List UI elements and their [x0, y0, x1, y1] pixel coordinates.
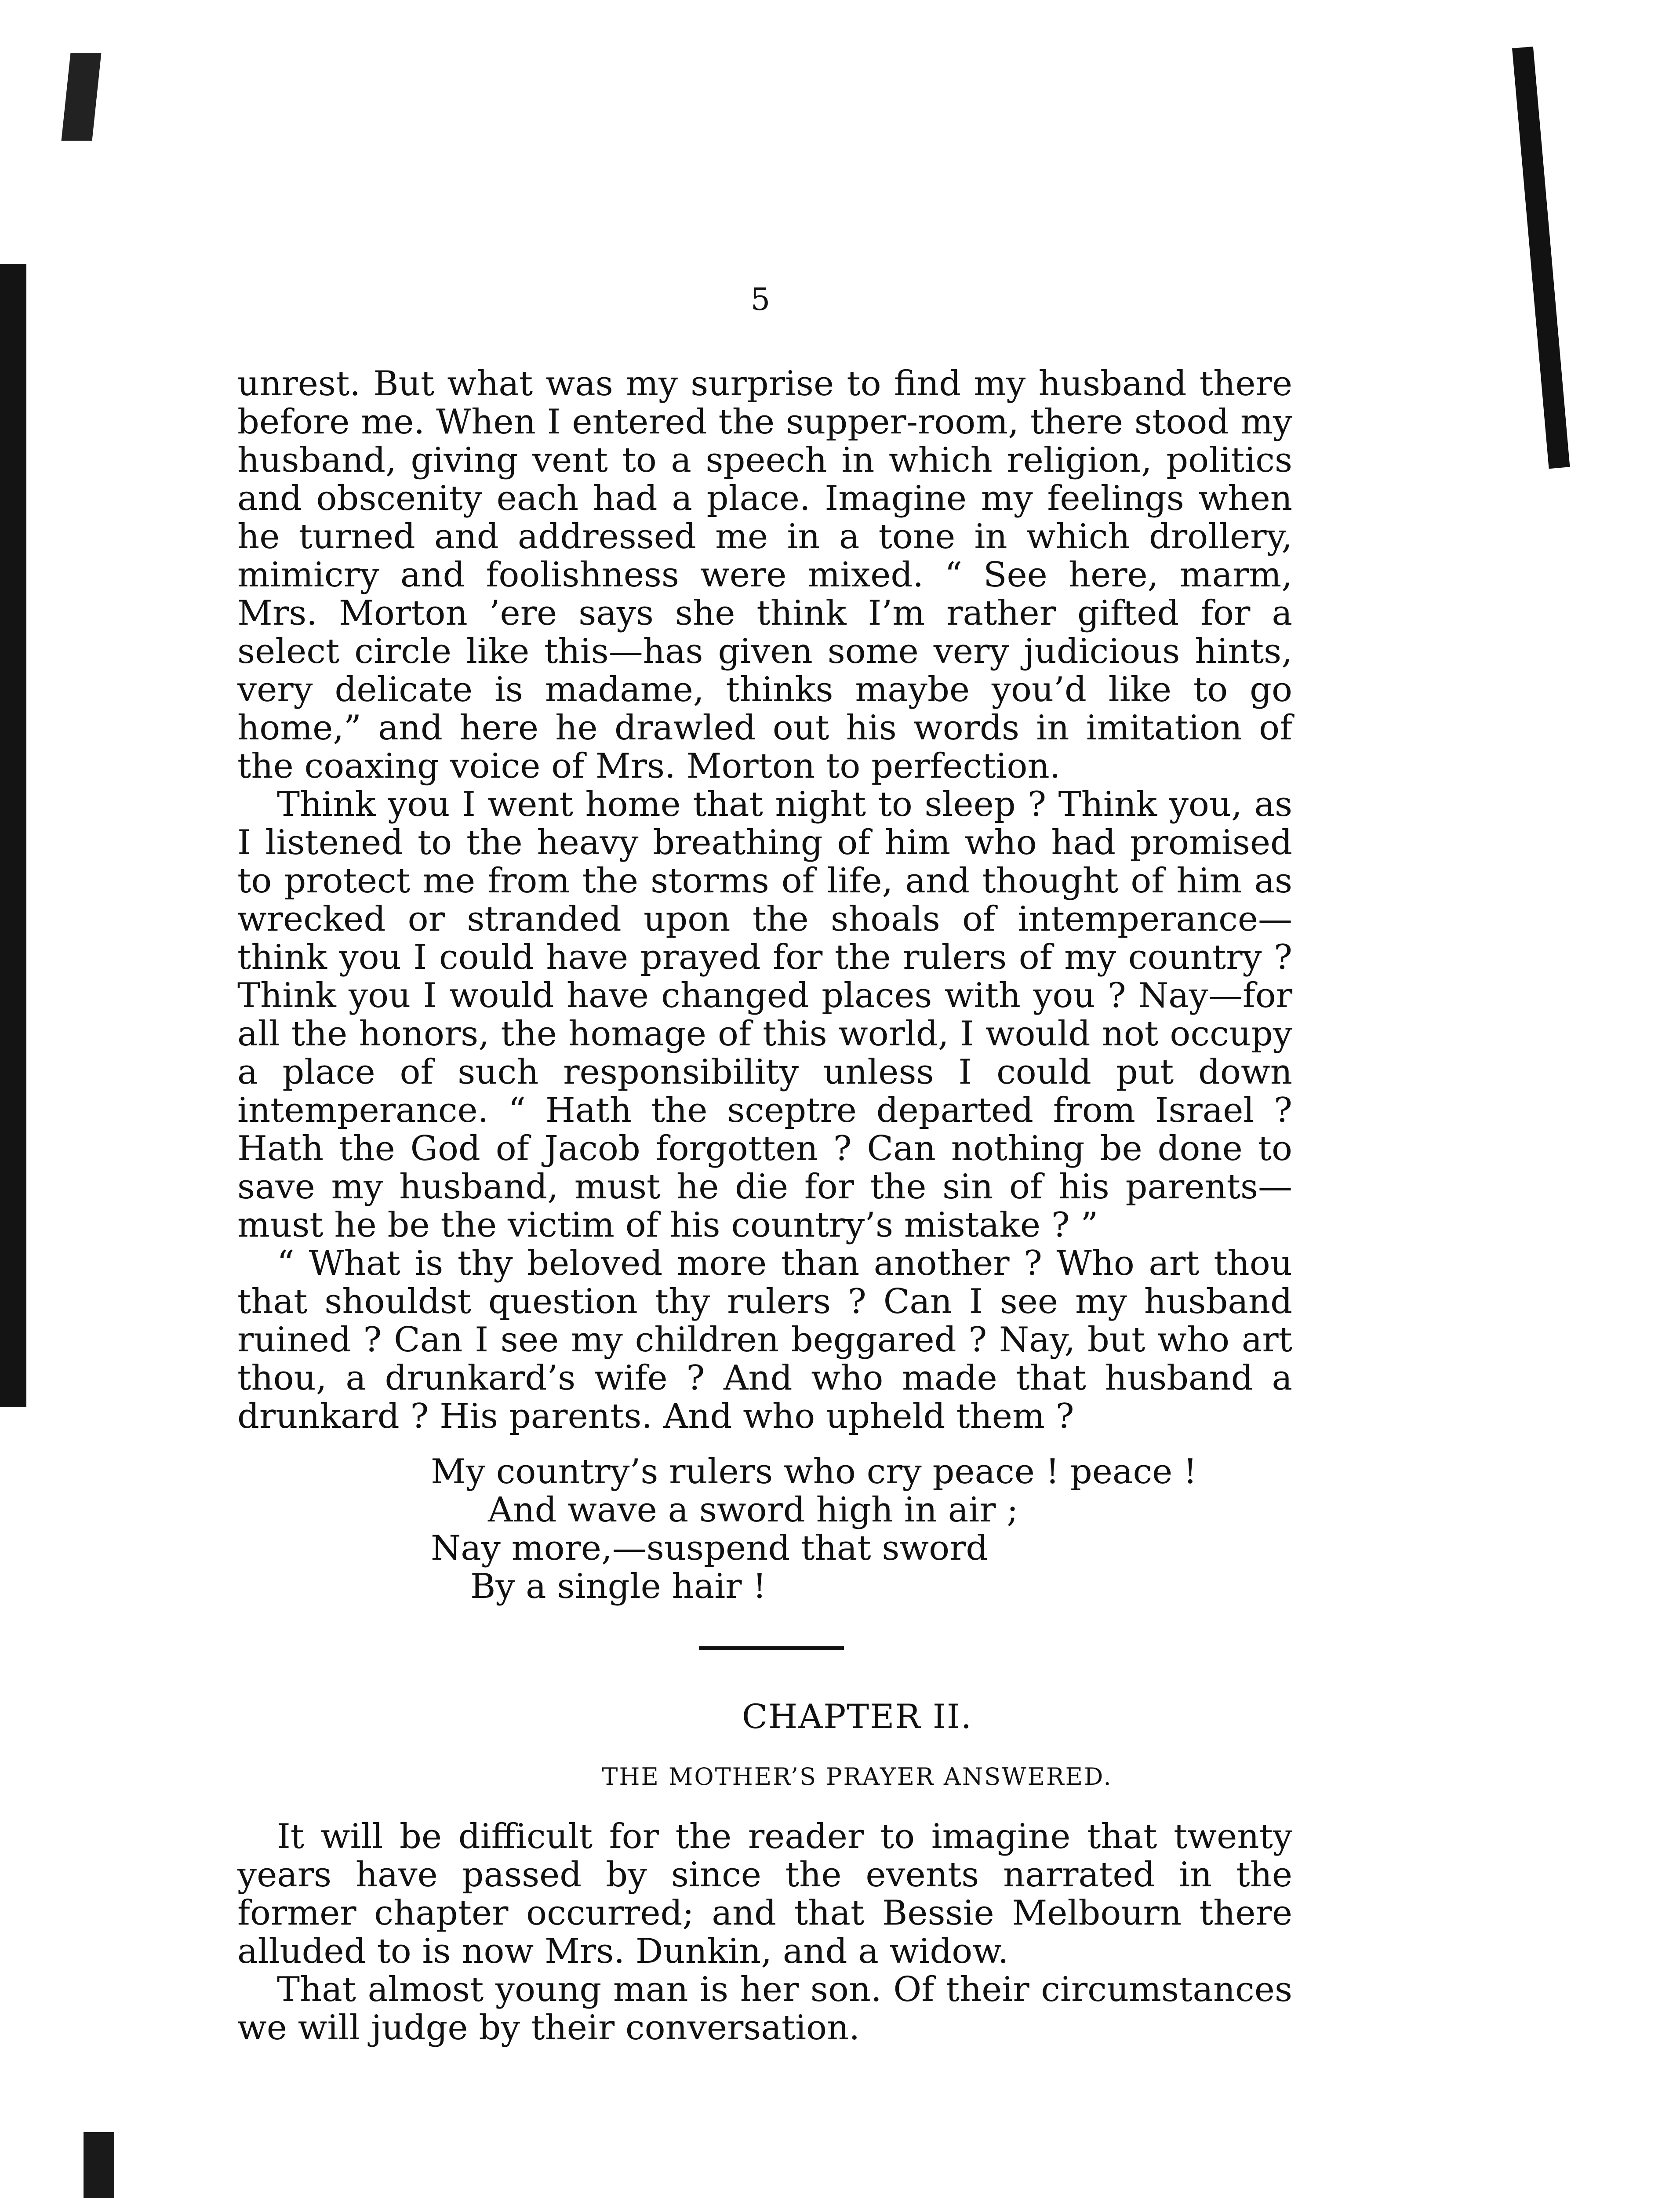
verse-line-2: And wave a sword high in air ; — [488, 1490, 1018, 1530]
verse-line-4: By a single hair ! — [470, 1567, 767, 1606]
scan-edge-shadow-left — [0, 264, 26, 1407]
paragraph-beloved: “ What is thy beloved more than another ? Who art thou that shouldst question thy rulers ? Can I see my husband ruined ? Can I see my children beggared ? Nay, but who art thou, a drunkard’s wife ? And who made that husband a drunkard ? His parents. And who upheld them ? — [237, 1244, 1292, 1436]
section-divider — [699, 1646, 844, 1650]
paragraph-unrest: unrest. But what was my surprise to find my husband there before me. When I entered the supper-room, there stood my husband, giving vent to a speech in which religion, politics and obscenity each had a place. Imagine my feelings when he turned and addressed me in a tone in which drollery, mimicry and foolishness were mixed. “ See here, marm, Mrs. Morton ’ere says she think I’m rather gifted for a select circle like this—has given some very judicious hints, very delicate is madame, thinks maybe you’d like to go home,” and here he drawled out his words in imitation of the coaxing voice of Mrs. Morton to perfection. — [237, 364, 1292, 786]
body-text-top — [237, 365, 1292, 1436]
verse-line-1: My country’s rulers who cry peace ! peace ! — [431, 1452, 1197, 1492]
paragraph-young-man: That almost young man is her son. Of their circumstances we will judge by their conversation. — [237, 1970, 1292, 2048]
scan-edge-mark-top-left — [61, 53, 101, 141]
verse-block — [431, 1453, 1197, 1606]
chapter-subtitle: THE MOTHER’S PRAYER ANSWERED. — [602, 1763, 1113, 1790]
paragraph-think-you: Think you I went home that night to sleep ? Think you, as I listened to the heavy breathing of him who had promised to protect me from the storms of life, and thought of him as wrecked or stranded upon the shoals of intemperance—think you I could have prayed for the rulers of my country ? Think you I would have changed places with you ? Nay—for all the honors, the homage of this world, I would not occupy a place of such responsibility unless I could put down intemperance. “ Hath the sceptre departed from Israel ? Hath the God of Jacob forgotten ? Can nothing be done to save my husband, must he die for the sin of his parents—must he be the victim of his country’s mistake ? ” — [237, 785, 1292, 1245]
paragraph-twenty-years: It will be difficult for the reader to imagine that twenty years have passed by since the events narrated in the former chapter occurred; and that Bessie Melbourn there alluded to is now Mrs. Dunkin, and a widow. — [237, 1817, 1292, 1971]
scan-edge-mark-bottom-left — [84, 2132, 114, 2198]
verse-line-3: Nay more,—suspend that sword — [431, 1528, 988, 1568]
body-text-bottom — [237, 1818, 1292, 2047]
page-number: 5 — [750, 281, 771, 317]
scan-edge-shadow-right — [1512, 47, 1570, 469]
chapter-title: CHAPTER II. — [742, 1697, 973, 1736]
